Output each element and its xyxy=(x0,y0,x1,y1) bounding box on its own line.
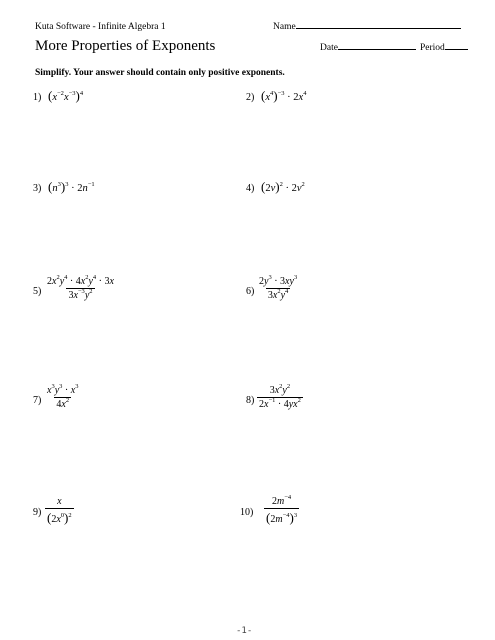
problem-6-expression: $\frac{2y^3 \cdot 3xy^3}{3x^2y^4}$ xyxy=(259,274,298,301)
problem-1-expression: $(x^{-2}x^{-3})^4$ xyxy=(48,88,84,103)
problem-2-expression: $(x^4)^{-3} \cdot 2x^4$ xyxy=(261,88,307,103)
problem-3-expression: $(n^3)^3 \cdot 2n^{-1}$ xyxy=(48,179,95,194)
period-label: Period xyxy=(420,43,445,53)
problem-4-expression: $(2v)^2 \cdot 2v^2$ xyxy=(261,179,305,194)
page-number: -1- xyxy=(236,626,253,636)
period-field[interactable] xyxy=(420,43,468,53)
date-field[interactable] xyxy=(320,43,416,53)
name-label: Name xyxy=(273,22,296,32)
problem-number: 6) xyxy=(246,286,255,297)
problem-10-expression: $\frac{2m^{-4}}{(2m^{-4})^3}$ xyxy=(266,494,298,525)
problem-7-expression: $\frac{x^3y^3 \cdot x^3}{4x^2}$ xyxy=(47,383,79,410)
problem-number: 7) xyxy=(33,395,42,406)
page-title: More Properties of Exponents xyxy=(35,38,216,54)
problem-number: 4) xyxy=(246,183,255,194)
problem-number: 2) xyxy=(246,92,255,103)
publisher-label: Kuta Software - Infinite Algebra 1 xyxy=(35,22,166,32)
instructions: Simplify. Your answer should contain only positive exponents. xyxy=(35,68,285,78)
problem-number: 9) xyxy=(33,507,42,518)
problem-number: 5) xyxy=(33,286,42,297)
date-label: Date xyxy=(320,43,338,53)
problem-8-expression: $\frac{3x^2y^2}{2x^{-1} \cdot 4yx^2}$ xyxy=(259,383,301,410)
name-field[interactable] xyxy=(273,22,461,32)
problem-9-expression: $\frac{x}{(2x^0)^2}$ xyxy=(47,496,72,525)
problem-number: 1) xyxy=(33,92,42,103)
problem-number: 3) xyxy=(33,183,42,194)
problem-number: 8) xyxy=(246,395,255,406)
problem-number: 10) xyxy=(240,507,254,518)
problem-5-expression: $\frac{2x^2y^4 \cdot 4x^2y^4 \cdot 3x}{3x^{-3}y^2}$ xyxy=(47,274,114,301)
